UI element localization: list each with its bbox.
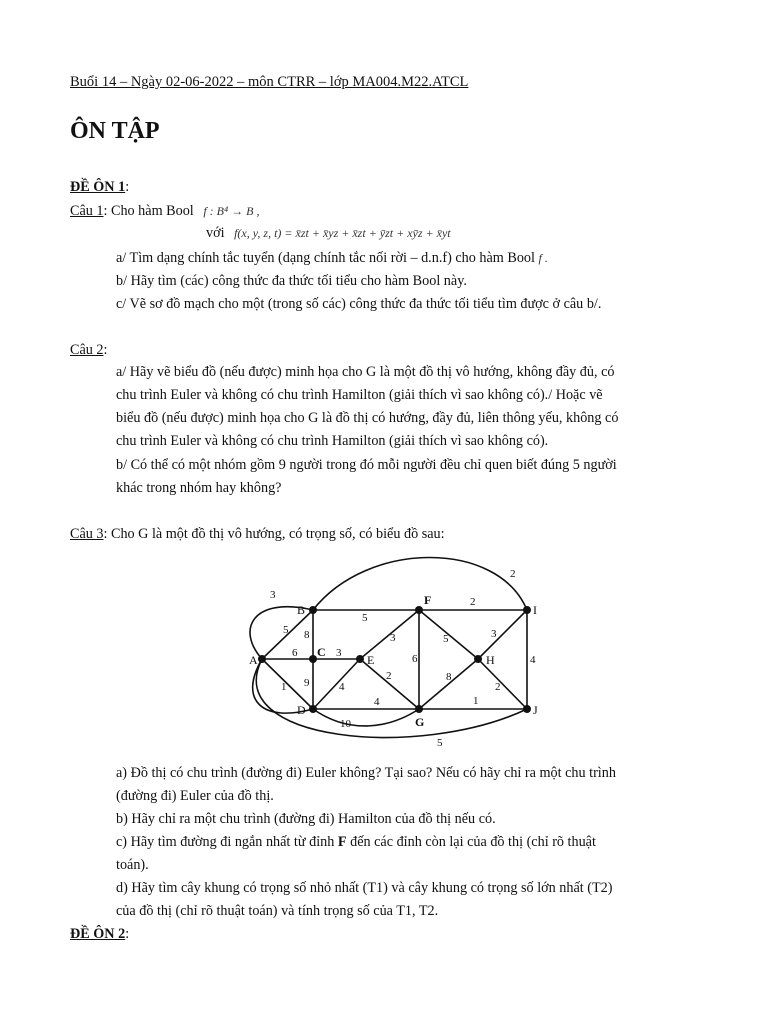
section-de-on-2 [70,926,129,943]
weight-DG-curve: 10 [340,718,351,730]
weight-DE: 4 [339,681,345,693]
cau3-c-pre: c) Hãy tìm đường đi ngắn nhất từ đỉnh [116,834,335,850]
vertex-E [356,655,364,663]
weight-FH: 5 [443,633,449,645]
weight-AJ-curve: 5 [437,737,443,749]
cau3-intro: : Cho G là một đồ thị vô hướng, có trọng số, có biểu đồ sau: [103,526,445,542]
cau3-label: Câu 3 [70,526,104,542]
weight-EG: 2 [386,670,392,682]
vertex-A [258,655,266,663]
label-C: C [317,645,326,659]
label-E: E [367,653,375,667]
edge-F-H [419,610,478,659]
section-2-label: ĐỀ ÔN 2 [70,926,126,942]
cau3-a-line-2: (đường đi) Euler của đồ thị. [116,788,274,804]
cau3-d-line-2: của đồ thị (chỉ rõ thuật toán) và tính trọng số của T1, T2. [116,903,439,919]
weight-HJ: 2 [495,681,501,693]
vertex-G [415,705,423,713]
cau1-label: Câu 1 [70,203,104,219]
cau2-a-line-4: chu trình Euler và không có chu trình Hamilton (giải thích vì sao không có). [116,433,549,449]
label-H: H [486,653,495,667]
cau1-c: c/ Vẽ sơ đồ mạch cho một (trong số các) công thức đa thức tối tiểu tìm được ở câu b/. [116,296,602,312]
page-header: Buổi 14 – Ngày 02-06-2022 – môn CTRR – lớp MA004.M22.ATCL [70,74,469,90]
cau1-voi: với [206,225,225,241]
vertex-H [474,655,482,663]
cau1-formula: f(x, y, z, t) = x̄zt + x̄yz + x̄zt + ȳzt + xȳz + x̄yt [234,226,451,240]
weight-EF: 3 [390,632,396,644]
label-I: I [533,603,537,617]
weight-AD: 1 [281,681,287,693]
vertex-D [309,705,317,713]
cau1-intro-text: : Cho hàm Bool [103,203,194,219]
cau3-a-line-1: a) Đồ thị có chu trình (đường đi) Euler không? Tại sao? Nếu có hãy chỉ ra một chu trình [116,765,616,781]
section-suffix: : [125,179,130,195]
weight-AB-curve: 3 [270,589,276,601]
edge-A-J-curve [256,659,527,737]
label-B: B [297,603,306,617]
cau2-suffix: : [103,342,108,358]
vertex-I [523,606,531,614]
cau2-b-line-1: b/ Có thể có một nhóm gồm 9 người trong đó mỗi người đều chỉ quen biết đúng 5 người [116,457,617,473]
cau3-c-line-2: toán). [116,857,149,873]
cau1-b: b/ Hãy tìm (các) công thức đa thức tối tiểu cho hàm Bool này. [116,273,467,289]
cau1-a-text: a/ Tìm dạng chính tắc tuyển (dạng chính tắc nối rời – d.n.f) cho hàm Bool [116,250,535,266]
label-A: A [249,653,258,667]
weight-GJ: 1 [473,695,479,707]
edge-B-I-curve [313,558,527,611]
weight-BC: 8 [304,629,310,641]
cau2-a-line-1: a/ Hãy vẽ biểu đồ (nếu được) minh họa cho G là một đồ thị vô hướng, không đầy đủ, có [116,364,615,380]
weight-BI-curve: 2 [510,568,516,580]
cau2-label: Câu 2 [70,342,104,358]
edge-D-E [313,659,360,709]
page-title: ÔN TẬP [70,118,160,144]
vertex-J [523,705,531,713]
label-F: F [424,593,432,607]
weight-HI: 3 [491,628,497,640]
cau3-c-line-1 [116,834,596,851]
weight-FI: 2 [470,596,476,608]
weight-CD: 9 [304,677,310,689]
cau3-d-line-1: d) Hãy tìm cây khung có trọng số nhỏ nhất (T1) và cây khung có trọng số lớn nhất (T2) [116,880,613,896]
cau1-a-f: f . [538,251,548,265]
edge-H-I [478,610,527,659]
weight-AB: 5 [283,624,289,636]
section-label: ĐỀ ÔN 1 [70,179,126,195]
label-J: J [533,703,538,717]
cau2-a-line-2: chu trình Euler và không có chu trình Hamilton (giải thích vì sao không có)./ Hoặc vẽ [116,387,603,403]
weight-FG: 6 [412,653,418,665]
vertex-B [309,606,317,614]
cau1-domain: f : B⁴ → B , [203,204,260,218]
weight-BF: 5 [362,612,368,624]
section-2-suffix: : [125,926,130,942]
weight-AC: 6 [292,647,298,659]
vertex-C [309,655,317,663]
cau2-a-line-3: biểu đồ (nếu được) minh họa cho G là đồ thị có hướng, đầy đủ, liên thông yếu, không có [116,410,619,426]
cau3-c-vertex: F [337,834,347,850]
label-G: G [415,715,425,729]
weight-IJ: 4 [530,654,536,666]
label-D: D [297,703,306,717]
cau3-b: b) Hãy chỉ ra một chu trình (đường đi) Hamilton của đồ thị nếu có. [116,811,496,827]
weight-DG: 4 [374,696,380,708]
edge-G-H [419,659,478,709]
weight-CE: 3 [336,647,342,659]
cau3-c-post: đến các đỉnh còn lại của đồ thị (chỉ rõ thuật [350,834,596,850]
cau2-b-line-2: khác trong nhóm hay không? [116,480,282,496]
weight-GH: 8 [446,671,452,683]
vertex-F [415,606,423,614]
edge-D-G-curve [313,709,419,726]
